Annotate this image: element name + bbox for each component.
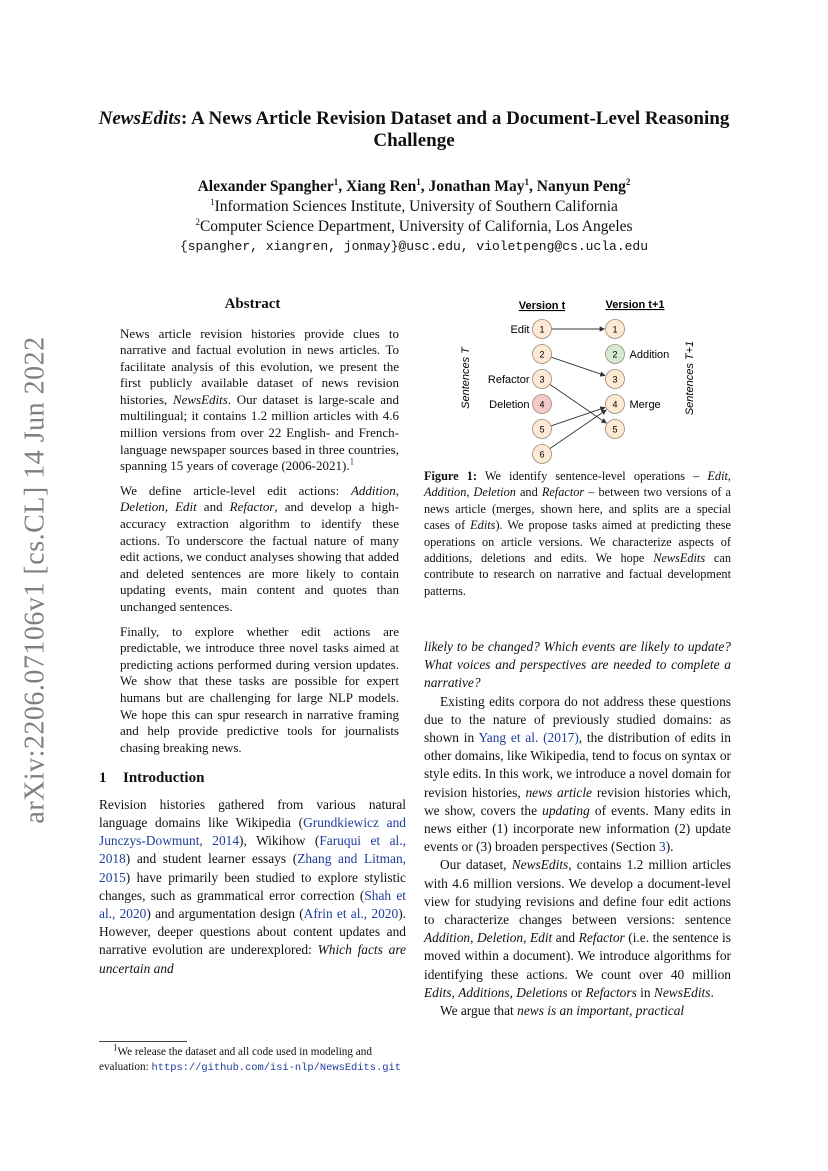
text-run-italic: Edit bbox=[175, 499, 197, 515]
diagram-edge bbox=[550, 384, 606, 423]
text-run: We argue that bbox=[440, 1003, 518, 1019]
text-run: , bbox=[470, 930, 477, 946]
node-number: 4 bbox=[539, 399, 545, 410]
author-aff-mark: 1 bbox=[333, 176, 339, 187]
diagram-node bbox=[606, 395, 661, 414]
node-label: Deletion bbox=[489, 399, 530, 411]
diagram-node bbox=[606, 320, 625, 339]
text-run: or bbox=[567, 984, 586, 1000]
text-run: , bbox=[466, 485, 474, 500]
node-number: 2 bbox=[539, 349, 545, 360]
text-run-italic: Edits bbox=[470, 518, 496, 533]
text-run-italic: NewsEdits bbox=[653, 984, 711, 1000]
node-number: 1 bbox=[539, 324, 545, 335]
text-run: ) have primarily been studied to explore stylistic changes, such as grammatical error correction ( bbox=[99, 869, 406, 903]
text-run-italic: Refactor bbox=[578, 930, 625, 946]
node-label: Merge bbox=[629, 399, 661, 411]
author-aff-mark: 1 bbox=[524, 176, 530, 187]
text-run-italic: likely to be changed? Which events are likely to update? What voices and perspectives are needed to complete a narrative? bbox=[424, 639, 731, 691]
text-run-italic: Addition bbox=[424, 485, 467, 500]
arxiv-id: arXiv:2206.07106v1 [cs.CL] 14 Jun 2022 bbox=[20, 336, 51, 824]
text-run-italic: Deletion bbox=[476, 930, 524, 946]
citation-link[interactable]: Afrin et al., 2020 bbox=[303, 906, 399, 922]
node-number: 2 bbox=[612, 349, 618, 360]
footnote-ref[interactable]: 1 bbox=[349, 456, 355, 467]
text-run-italic: Addition bbox=[424, 930, 471, 946]
footnote-mark: 1 bbox=[113, 1042, 118, 1053]
paper-title bbox=[60, 108, 768, 152]
node-number: 5 bbox=[612, 424, 618, 435]
author-name: Jonathan May bbox=[428, 178, 525, 195]
text-run: – between two versions of a news article (merges, shown here, and splits are a special cases of bbox=[424, 485, 731, 533]
node-number: 3 bbox=[539, 374, 545, 385]
author-names: Alexander Spangher$^1$, Xiang Ren$^1$, Jonathan May$^1$, Nanyun Peng$^2$ bbox=[197, 176, 631, 195]
text-run-italic: Which facts are uncertain and bbox=[99, 942, 406, 976]
author-aff-mark: 1 bbox=[416, 176, 421, 187]
version-t-label: Version t bbox=[518, 300, 566, 312]
text-run-italic: NewsEdits bbox=[511, 857, 569, 873]
text-run: We define article-level edit actions: bbox=[120, 482, 351, 498]
text-run: . bbox=[710, 984, 714, 1000]
text-run: We identify sentence-level operations – bbox=[476, 469, 708, 483]
text-run-italic: updating bbox=[542, 802, 590, 818]
text-run-italic: news article bbox=[525, 784, 593, 800]
text-run: ). However, deeper questions about content updates and narrative evolution are underexplored: bbox=[99, 906, 406, 958]
text-run-italic: Addition bbox=[350, 482, 396, 498]
figure-1-diagram bbox=[455, 292, 755, 464]
right-column bbox=[424, 638, 731, 1020]
text-run: News article revision histories provide clues to narrative and factual evolution in news articles. To facilitate analysis of this evolution, we present the first publicly available dataset of news revision histories, bbox=[120, 325, 399, 407]
author-aff-mark: 2 bbox=[625, 176, 631, 187]
body-paragraph bbox=[424, 1002, 731, 1020]
diagram-node bbox=[606, 345, 670, 364]
text-run: . Our dataset is large-scale and multilingual; it contains 1.2 million articles with 4.6 million versions from over 22 English- and French-language newspaper sources based in three countries, spanning 15 years of coverage (2006-2021). bbox=[120, 391, 399, 474]
diagram-edge bbox=[550, 410, 606, 449]
text-run-italic: Deletions bbox=[516, 984, 568, 1000]
text-run-italic: news is an important, practical bbox=[517, 1003, 685, 1019]
version-t1-label: Version t+1 bbox=[605, 299, 665, 311]
text-run: Our dataset, bbox=[440, 857, 512, 873]
diagram-edge bbox=[551, 357, 605, 376]
text-run: in bbox=[636, 984, 654, 1000]
abstract-heading: Abstract bbox=[224, 296, 281, 312]
text-run: and bbox=[515, 485, 542, 500]
text-run-italic: Refactor bbox=[229, 499, 275, 515]
text-run: ). bbox=[665, 839, 674, 855]
axis-right-label: Sentences T+1 bbox=[684, 340, 696, 416]
citation-link[interactable]: Shah et al., 2020 bbox=[99, 887, 407, 922]
section-link[interactable]: 3 bbox=[659, 839, 666, 855]
footnote bbox=[99, 1042, 406, 1075]
body-paragraph bbox=[424, 856, 731, 1002]
section-title: Introduction bbox=[123, 770, 205, 787]
node-number: 3 bbox=[612, 374, 618, 385]
text-run: revision histories which, we show, covers the bbox=[424, 784, 731, 818]
title-italic: NewsEdits bbox=[98, 108, 182, 129]
node-number: 5 bbox=[539, 424, 545, 435]
section-heading bbox=[99, 770, 406, 788]
citation-link[interactable]: Yang et al. (2017) bbox=[478, 730, 579, 746]
text-run: Revision histories gathered from various natural language domains like Wikipedia ( bbox=[99, 796, 406, 831]
author-name: Xiang Ren bbox=[346, 178, 417, 195]
author-name: Nanyun Peng bbox=[536, 178, 626, 195]
footnote-url-link[interactable]: https://github.com/isi-nlp/NewsEdits.git bbox=[151, 1061, 401, 1074]
diagram-node bbox=[488, 370, 552, 389]
text-run: ) and argumentation design ( bbox=[146, 906, 304, 922]
text-run-italic: Deletion bbox=[473, 485, 516, 500]
affiliation bbox=[60, 217, 768, 237]
text-run: , and develop a high-accuracy extraction algorithm to identify these actions. To underscore the factual nature of many edit actions, we conduct analyses showing that added and deleted sentences are more likely to contain updating events, main content and quotes than unchanged sentences. bbox=[120, 499, 400, 614]
text-run: can contribute to research on narrative and factual development patterns. bbox=[424, 551, 731, 598]
text-run-italic: Deletion bbox=[120, 499, 165, 515]
text-run: , bbox=[523, 930, 530, 946]
text-run: , bbox=[395, 482, 399, 498]
text-run-italic: NewsEdits bbox=[172, 391, 228, 407]
affiliation-mark: 2 bbox=[195, 216, 200, 227]
body-paragraph bbox=[424, 693, 731, 857]
text-run: , bbox=[727, 469, 731, 483]
node-label: Refactor bbox=[487, 374, 530, 386]
caption-label: Figure 1: bbox=[424, 469, 477, 483]
diagram-node bbox=[511, 320, 552, 339]
diagram-node bbox=[606, 370, 625, 389]
diagram-node bbox=[533, 345, 552, 364]
citation-link[interactable]: Faruqui et al., 2018 bbox=[99, 833, 406, 867]
node-label: Edit bbox=[510, 324, 530, 336]
node-number: 4 bbox=[612, 399, 618, 410]
arxiv-stamp bbox=[4, 300, 68, 860]
text-run: ). We propose tasks aimed at predicting these operations on article versions. We characterize aspects of additions, deletions and edits. We hope bbox=[424, 518, 731, 566]
text-run: , bbox=[164, 499, 176, 515]
text-run: of events. Many edits in news either (1) incorporate new information (2) update events or (3) broaden perspectives (Section bbox=[424, 802, 731, 855]
text-run: (i.e. the sentence is moved within a document). We introduce algorithms for identifying these actions. We count over 40 million bbox=[424, 930, 731, 982]
text-run: , the distribution of edits in other domains, like Wikipedia, tend to focus on syntax or style edits. In this work, we introduce a novel domain for revision histories, bbox=[424, 730, 731, 800]
footnote-text: We release the dataset and all code used in modeling and evaluation: bbox=[99, 1046, 372, 1073]
text-run: and bbox=[552, 930, 579, 946]
body-paragraph bbox=[99, 796, 406, 978]
affiliation-text: Computer Science Department, University of California, Los Angeles bbox=[199, 218, 633, 235]
text-run-italic: Refactor bbox=[541, 485, 585, 500]
text-run-italic: Edit bbox=[529, 930, 553, 946]
diagram-node bbox=[489, 395, 551, 414]
body-paragraph bbox=[424, 638, 731, 693]
text-run: ), Wikihow ( bbox=[239, 833, 320, 849]
title-rest: : A News Article Revision Dataset and a Document-Level Reasoning Challenge bbox=[181, 108, 730, 151]
text-run-italic: Edits bbox=[424, 984, 452, 1000]
text-run-italic: Refactors bbox=[585, 984, 637, 1000]
abstract-paragraph bbox=[99, 326, 406, 475]
diagram-node bbox=[533, 445, 552, 464]
text-run-italic: Edit bbox=[707, 469, 728, 483]
citation-link[interactable]: Grundkiewicz and Junczys-Dowmunt, 2014 bbox=[99, 815, 406, 849]
abstract-paragraph: Finally, to explore whether edit actions are predictable, we introduce three novel tasks aimed at predicting actions performed during version updates. We show that these tasks are possible for expert humans but are challenging for large NLP models. We hope this can spur research in narrative framing and help provide predictive tools for journalists chasing breaking news. bbox=[120, 623, 399, 755]
figure-caption bbox=[424, 468, 731, 599]
left-column bbox=[99, 296, 406, 978]
text-run: ) and student learner essays ( bbox=[125, 851, 298, 867]
abstract-paragraph bbox=[99, 483, 406, 616]
diagram-node bbox=[606, 420, 625, 439]
text-run: , bbox=[451, 984, 459, 1000]
text-run: Existing edits corpora do not address these questions due to the nature of previously studied domains: as shown in bbox=[424, 693, 731, 746]
affiliation-text: Information Sciences Institute, University of Southern California bbox=[214, 198, 618, 215]
axis-left-label: Sentences T bbox=[460, 347, 472, 409]
author-name: Alexander Spangher bbox=[197, 178, 334, 195]
text-run-italic: Additions bbox=[458, 984, 510, 1000]
affiliation-mark: 1 bbox=[210, 196, 215, 207]
node-label: Addition bbox=[629, 349, 670, 361]
node-number: 1 bbox=[612, 324, 618, 335]
section-number: 1 bbox=[99, 770, 107, 787]
text-run-italic: NewsEdits bbox=[653, 551, 706, 566]
diagram-node bbox=[533, 420, 552, 439]
citation-link[interactable]: Zhang and Litman, 2015 bbox=[99, 851, 406, 885]
author-emails: {spangher, xiangren, jonmay}@usc.edu, violetpeng@cs.ucla.edu bbox=[179, 239, 649, 254]
affiliation bbox=[60, 197, 768, 217]
text-run: , bbox=[509, 984, 517, 1000]
author-block bbox=[60, 177, 768, 257]
node-number: 6 bbox=[539, 449, 545, 460]
text-run: and bbox=[196, 499, 230, 515]
text-run: , contains 1.2 million articles with 4.6 million versions. We develop a document-level view for studying revisions and define four edit actions to characterize changes between versions: sentence bbox=[424, 857, 732, 928]
